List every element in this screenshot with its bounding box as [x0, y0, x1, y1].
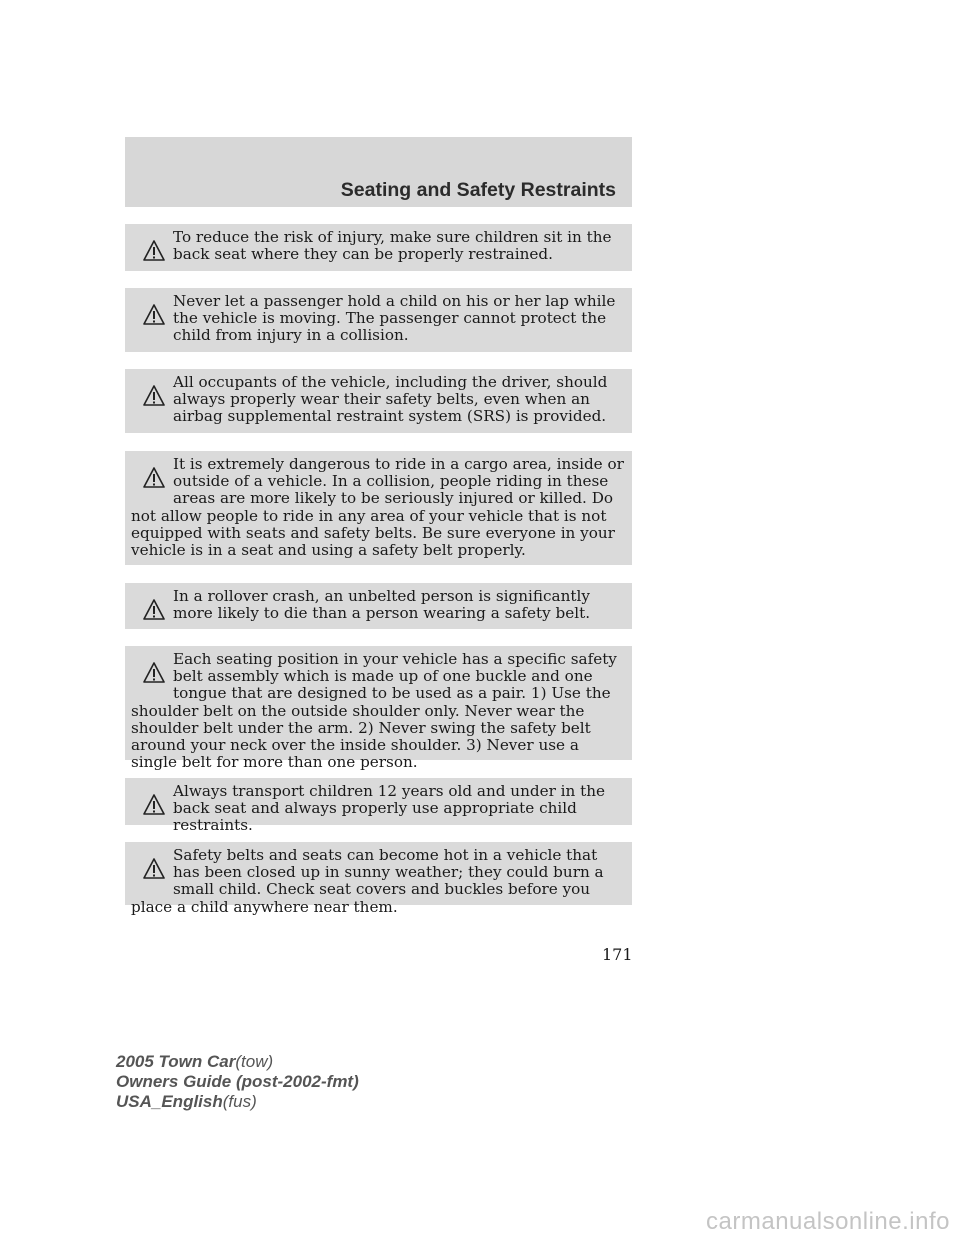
footer-language: USA_English — [116, 1092, 223, 1111]
warning-box — [125, 842, 632, 916]
footer-model: 2005 Town Car — [116, 1052, 236, 1071]
warning-text: In a rollover crash, an unbelted person is significantly more likely to die than a person wearing a safety belt. — [173, 587, 591, 623]
warning-box — [125, 369, 632, 433]
page-number: 171 — [602, 945, 633, 964]
warning-triangle-icon — [131, 651, 165, 689]
footer-model-code: (tow) — [235, 1052, 274, 1071]
warning-text: Always transport children 12 years old and under in the back seat and always properly use appropriate child restraints. — [173, 782, 606, 835]
footer-language-code: (fus) — [222, 1092, 257, 1111]
warning-text: Safety belts and seats can become hot in a vehicle that has been closed up in sunny weather; they could burn a small child. Check seat covers and buckles before you place a child anywhere near them. — [131, 846, 604, 916]
warning-box — [125, 583, 632, 629]
warning-triangle-icon — [131, 588, 165, 626]
warning-box — [125, 451, 632, 565]
warning-text: Never let a passenger hold a child on his or her lap while the vehicle is moving. The passenger cannot protect the child from injury in a collision. — [173, 292, 616, 345]
warning-box — [125, 224, 632, 271]
warning-box — [125, 288, 632, 352]
warning-triangle-icon — [131, 293, 165, 331]
warning-triangle-icon — [131, 456, 165, 494]
warning-triangle-icon — [131, 783, 165, 821]
warning-text: All occupants of the vehicle, including the driver, should always properly wear their safety belts, even when an airbag supplemental restraint system (SRS) is provided. — [173, 373, 608, 426]
warning-box — [125, 646, 632, 772]
section-header — [125, 137, 632, 207]
warning-triangle-icon — [131, 229, 165, 267]
warning-text: It is extremely dangerous to ride in a cargo area, inside or outside of a vehicle. In a collision, people riding in these areas are more likely to be seriously injured or killed. Do not allow people to ride in any area of your vehicle that is not equipped with seats and safety belts. Be sure everyone in your vehicle is in a seat and using a safety belt properly. — [131, 455, 624, 560]
document-footer — [116, 1052, 359, 1112]
warning-text: To reduce the risk of injury, make sure children sit in the back seat where they can be properly restrained. — [173, 228, 612, 264]
watermark: carmanualsonline.info — [706, 1208, 950, 1235]
warning-text: Each seating position in your vehicle has a specific safety belt assembly which is made up of one buckle and one tongue that are designed to be used as a pair. 1) Use the shoulder belt on the outside shoulder only. Never wear the shoulder belt under the arm. 2) Never swing the safety belt around your neck over the inside shoulder. 3) Never use a single belt for more than one person. — [131, 650, 617, 772]
footer-guide: Owners Guide (post-2002-fmt) — [116, 1072, 359, 1091]
footer-line-1 — [116, 1052, 359, 1072]
warning-box — [125, 778, 632, 835]
warning-triangle-icon — [131, 847, 165, 885]
footer-line-3 — [116, 1092, 359, 1112]
footer-line-2 — [116, 1072, 359, 1092]
warning-triangle-icon — [131, 374, 165, 412]
section-title: Seating and Safety Restraints — [340, 179, 616, 201]
